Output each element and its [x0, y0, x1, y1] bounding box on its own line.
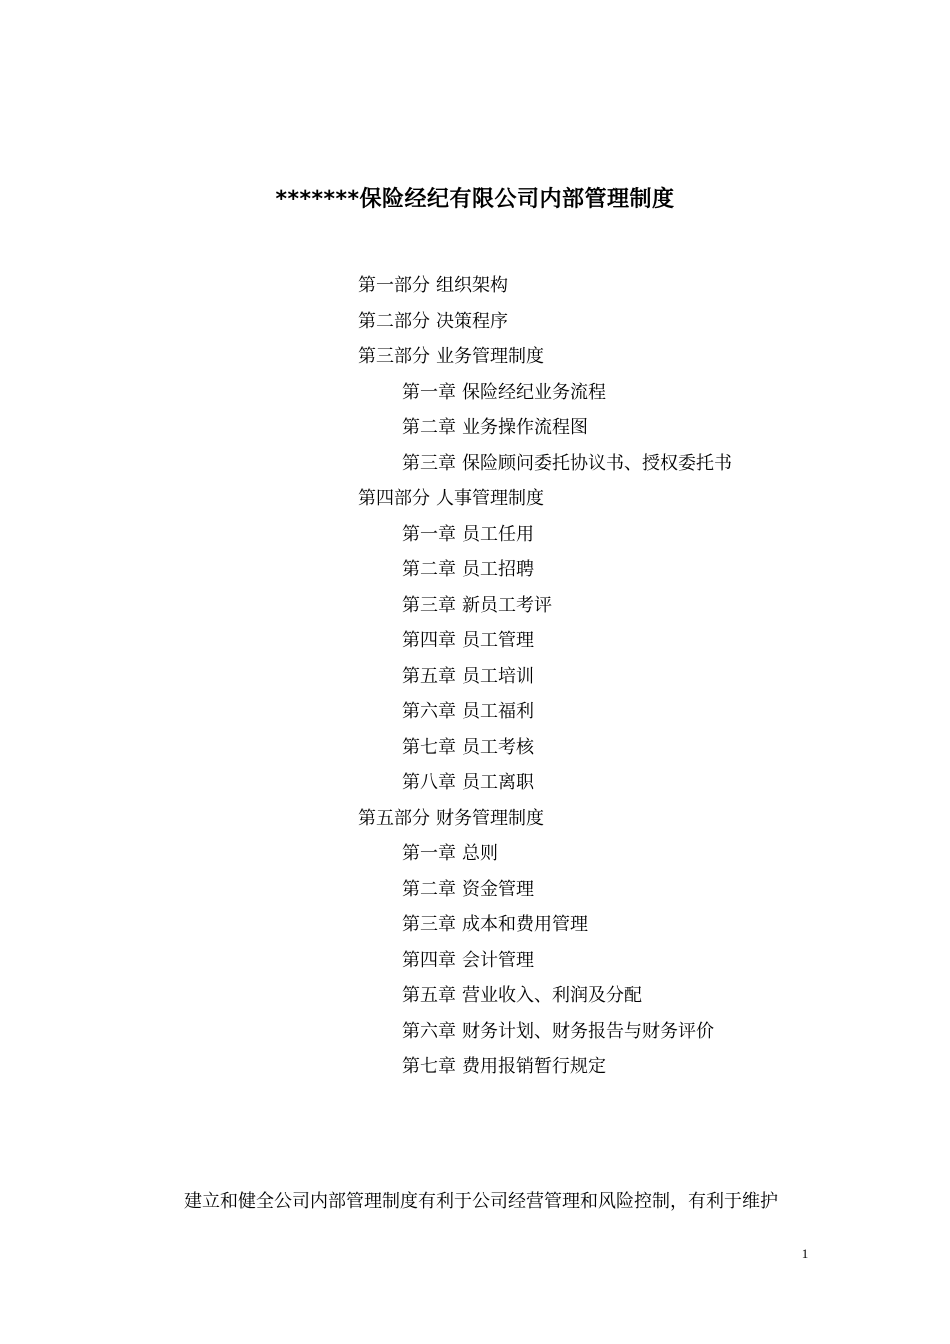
toc-item-number: 第八章	[402, 772, 456, 793]
toc-item-label: 费用报销暂行规定	[462, 1056, 606, 1077]
toc-item-label: 组织架构	[436, 275, 508, 296]
toc-item-label: 财务管理制度	[436, 807, 544, 829]
toc-part-item	[358, 481, 918, 517]
toc-item-number: 第三部分	[358, 346, 430, 367]
toc-item-label: 员工离职	[462, 772, 534, 793]
table-of-contents	[358, 268, 918, 1085]
toc-item-label: 业务操作流程图	[462, 417, 588, 438]
toc-part-item	[358, 801, 918, 837]
toc-chapter-item	[358, 907, 918, 943]
toc-item-number: 第五部分	[358, 807, 430, 829]
toc-chapter-item	[358, 446, 918, 482]
toc-item-label: 员工考核	[462, 736, 534, 758]
toc-chapter-item	[358, 659, 918, 695]
toc-item-number: 第五章	[402, 665, 456, 687]
toc-item-number: 第四章	[402, 630, 456, 651]
toc-item-label: 员工培训	[462, 665, 534, 687]
toc-item-label: 决策程序	[436, 310, 508, 332]
toc-chapter-item	[358, 1049, 918, 1085]
toc-item-label: 总则	[462, 843, 498, 864]
toc-item-number: 第三章	[402, 452, 456, 474]
toc-item-number: 第一章	[402, 843, 456, 864]
toc-item-number: 第二章	[402, 878, 456, 900]
toc-chapter-item	[358, 872, 918, 908]
toc-item-number: 第二部分	[358, 310, 430, 332]
toc-item-label: 资金管理	[462, 878, 534, 900]
toc-chapter-item	[358, 517, 918, 553]
toc-item-label: 人事管理制度	[436, 488, 544, 509]
toc-chapter-item	[358, 588, 918, 624]
toc-part-item	[358, 339, 918, 375]
toc-item-label: 成本和费用管理	[462, 914, 588, 935]
toc-item-number: 第六章	[402, 1020, 456, 1042]
toc-chapter-item	[358, 978, 918, 1014]
page-number: 1	[801, 1246, 809, 1261]
toc-item-label: 员工管理	[462, 630, 534, 651]
toc-chapter-item	[358, 552, 918, 588]
toc-item-number: 第七章	[402, 1056, 456, 1077]
toc-item-label: 新员工考评	[462, 594, 552, 616]
toc-chapter-item	[358, 410, 918, 446]
toc-item-number: 第四部分	[358, 488, 430, 509]
toc-chapter-item	[358, 375, 918, 411]
toc-item-number: 第三章	[402, 594, 456, 616]
toc-chapter-item	[358, 836, 918, 872]
toc-item-label: 员工招聘	[462, 559, 534, 580]
toc-chapter-item	[358, 943, 918, 979]
toc-item-number: 第六章	[402, 701, 456, 722]
toc-item-number: 第五章	[402, 985, 456, 1006]
toc-item-number: 第一部分	[358, 275, 430, 296]
toc-item-number: 第三章	[402, 914, 456, 935]
toc-item-label: 保险经纪业务流程	[462, 381, 606, 403]
body-paragraph: 建立和健全公司内部管理制度有利于公司经营管理和风险控制，有利于维护	[184, 1191, 778, 1212]
document-title: *******保险经纪有限公司内部管理制度	[275, 187, 675, 212]
toc-item-label: 员工福利	[462, 701, 534, 722]
toc-chapter-item	[358, 1014, 918, 1050]
toc-item-label: 业务管理制度	[436, 346, 544, 367]
toc-item-label: 财务计划、财务报告与财务评价	[462, 1020, 714, 1042]
toc-chapter-item	[358, 730, 918, 766]
toc-item-number: 第一章	[402, 381, 456, 403]
toc-item-number: 第一章	[402, 523, 456, 545]
toc-item-number: 第二章	[402, 417, 456, 438]
toc-item-label: 员工任用	[462, 523, 534, 545]
toc-item-number: 第四章	[402, 949, 456, 971]
toc-chapter-item	[358, 694, 918, 730]
toc-part-item	[358, 304, 918, 340]
toc-item-label: 会计管理	[462, 949, 534, 971]
toc-item-label: 营业收入、利润及分配	[462, 985, 642, 1006]
toc-chapter-item	[358, 623, 918, 659]
toc-item-number: 第二章	[402, 559, 456, 580]
toc-part-item	[358, 268, 918, 304]
toc-chapter-item	[358, 765, 918, 801]
toc-item-label: 保险顾问委托协议书、授权委托书	[462, 452, 732, 474]
toc-item-number: 第七章	[402, 736, 456, 758]
